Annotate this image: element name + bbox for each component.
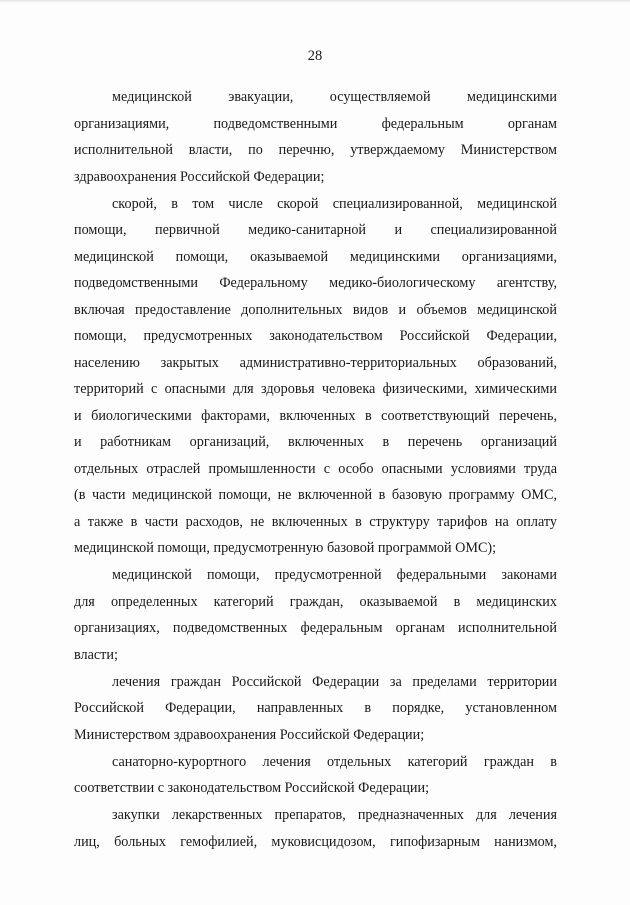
text-line: Министерством здравоохранения Российской Федерации;	[74, 726, 425, 743]
text-line: лечения граждан Российской Федерации за пределами территории	[112, 673, 557, 690]
text-line: территорий с опасными для здоровья человека физическими, химическими	[74, 381, 557, 397]
text-line: власти;	[74, 646, 118, 663]
text-line: лиц, больных гемофилией, муковисцидозом, гипофизарным нанизмом,	[74, 833, 557, 850]
text-line: организациями, подведомственными федеральным органам	[74, 115, 557, 132]
text-line: и биологическими факторами, включенных в соответствующий перечень,	[74, 407, 557, 424]
text-line: населению закрытых административно-территориальных образований,	[74, 354, 557, 371]
text-line: для определенных категорий граждан, оказываемой в медицинских	[74, 593, 557, 610]
text-line: помощи, первичной медико-санитарной и специализированной	[74, 222, 557, 238]
text-line: соответствии с законодательством Российской Федерации;	[74, 780, 430, 796]
text-line: помощи, предусмотренных законодательством Российской Федерации,	[74, 328, 557, 344]
text-line: скорой, в том числе скорой специализированной, медицинской	[112, 195, 557, 212]
text-line: санаторно-курортного лечения отдельных категорий граждан в	[112, 753, 557, 770]
document-body	[74, 84, 557, 855]
text-line: отдельных отраслей промышленности с особо опасными условиями труда	[74, 460, 557, 477]
text-line: медицинской помощи, предусмотренной федеральными законами	[112, 567, 557, 583]
text-line: здравоохранения Российской Федерации;	[74, 168, 325, 185]
text-line: подведомственными Федеральному медико-биологическому агентству,	[74, 275, 557, 291]
text-line: закупки лекарственных препаратов, предназначенных для лечения	[112, 807, 557, 823]
text-line: Российской Федерации, направленных в порядке, установленном	[74, 700, 557, 716]
text-line: медицинской помощи, оказываемой медицинскими организациями,	[74, 248, 557, 265]
text-line: а также в части расходов, не включенных в структуру тарифов на оплату	[74, 513, 557, 530]
text-line: организациях, подведомственных федеральным органам исполнительной	[74, 620, 557, 636]
text-line: включая предоставление дополнительных видов и объемов медицинской	[74, 301, 557, 318]
text-line: медицинской эвакуации, осуществляемой медицинскими	[112, 89, 557, 105]
page-number: 28	[307, 48, 323, 64]
text-line: исполнительной власти, по перечню, утверждаемому Министерством	[74, 142, 557, 158]
page-top-edge	[0, 0, 630, 3]
text-line: и работникам организаций, включенных в перечень организаций	[74, 434, 557, 450]
text-line: медицинской помощи, предусмотренную базовой программой ОМС);	[74, 540, 497, 556]
text-line: (в части медицинской помощи, не включенной в базовую программу ОМС,	[74, 487, 557, 503]
